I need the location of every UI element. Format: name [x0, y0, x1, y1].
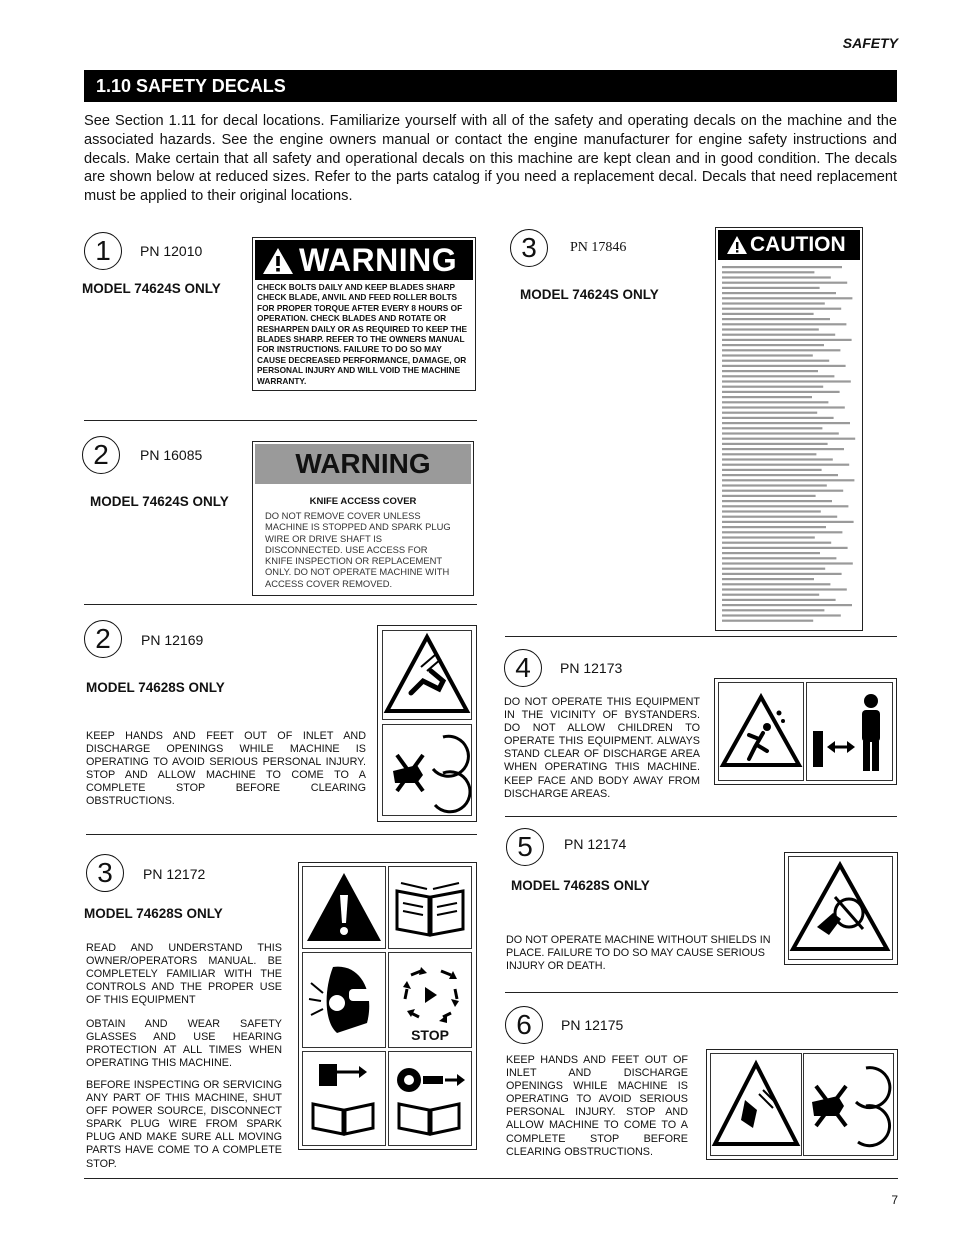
decal-pn: PN 12174 [564, 836, 627, 852]
decal-image-warning-12010 [252, 237, 476, 391]
decal-number-4: 4 [504, 649, 542, 687]
decal-pn: PN 12175 [561, 1017, 624, 1033]
warning-triangle-icon [261, 246, 295, 276]
decal-instruction-text: DO NOT OPERATE THIS EQUIPMENT IN THE VICINITY OF BYSTANDERS. DO NOT ALLOW CHILDREN TO OPERATE THIS EQUIPMENT. ALWAYS STAND CLEAR OF DISCHARGE AREA WHEN OPERATING THIS MACHINE. KEEP FACE AND BODY AWAY FROM DISCHARGE AREAS. [504, 696, 700, 800]
stop-label: STOP [411, 1027, 449, 1043]
decal-model: MODEL 74628S ONLY [511, 878, 650, 893]
spark-plug-manual-icon [302, 1051, 386, 1146]
decal-number-3: 3 [510, 229, 548, 267]
divider [505, 816, 897, 817]
caution-triangle-icon [726, 235, 748, 255]
decal-number-1: 1 [84, 232, 122, 270]
decal-number-2: 2 [82, 436, 120, 474]
shield-entanglement-icon [788, 856, 893, 960]
decal-model: MODEL 74624S ONLY [82, 281, 221, 296]
decal-pn: PN 12173 [560, 660, 623, 676]
divider [505, 636, 897, 637]
divider [84, 604, 477, 605]
warning-header-text: WARNING [255, 444, 471, 484]
caution-exclamation-icon [302, 866, 386, 949]
decal-body-text: DO NOT REMOVE COVER UNLESS MACHINE IS STOPPED AND SPARK PLUG WIRE OR DRIVE SHAFT IS DISCONNECTED. USE ACCESS FOR KNIFE INSPECTION OR REPLACEMENT ONLY. DO NOT OPERATE MACHINE WITH ACCESS COVER REMOVED. [265, 510, 451, 589]
decal-number-6: 6 [505, 1006, 543, 1044]
section-title: 1.10 SAFETY DECALS [84, 70, 897, 102]
hand-entanglement-icon [382, 630, 472, 720]
decal-image-12175 [706, 1049, 898, 1160]
decal-instruction-text: KEEP HANDS AND FEET OUT OF INLET AND DISCHARGE OPENINGS WHILE MACHINE IS OPERATING TO AVOID SERIOUS PERSONAL INJURY. STOP AND ALLOW MACHINE TO COME TO A COMPLETE STOP BEFORE CLEARING OBSTRUCTIONS. [506, 1054, 688, 1158]
decal-pn: PN 12010 [140, 243, 203, 259]
divider [86, 834, 477, 835]
decal-subtitle: KNIFE ACCESS COVER [309, 496, 417, 507]
decal-instruction-text-1: READ AND UNDERSTAND THIS OWNER/OPERATORS MANUAL. BE COMPLETELY FAMILIAR WITH THE CONTROLS AND THE PROPER USE OF THIS EQUIPMENT [86, 942, 282, 1007]
intro-paragraph: See Section 1.11 for decal locations. Familiarize yourself with all of the safety and operating decals on the machine and the associated hazards. See the engine owners manual or contact the engine manufacturer for engine safety instructions and decals. Make certain that all safety and operational decals on this machine are kept clean and in good condition. The decals are shown below at reduced sizes. Refer to the parts catalog if you need a replacement decal. Decals that need replacement must be applied to their original locations. [84, 113, 897, 205]
bottom-divider [84, 1178, 898, 1179]
section-header: SAFETY [842, 35, 898, 51]
decal-model: MODEL 74624S ONLY [90, 494, 229, 509]
read-manual-icon [388, 866, 472, 949]
stop-rotation-icon [388, 952, 472, 1048]
caution-fine-print [720, 264, 858, 626]
rotating-blade-hand-icon [382, 724, 472, 816]
decal-number-2b: 2 [84, 620, 122, 658]
divider [84, 420, 477, 421]
decal-body-text: CHECK BOLTS DAILY AND KEEP BLADES SHARP CHECK BLADE, ANVIL AND FEED ROLLER BOLTS FOR PROPER TORQUE AFTER EVERY 8 HOURS OF OPERATION. CHECK BLADES AND ROTATE OR RESHARPEN DAILY OR AS REQUIRED TO KEEP THE BLADES SHARP. REFER TO THE OWNERS MANUAL FOR INSTRUCTIONS. FAILURE TO DO SO MAY CAUSE DECREASED PERFORMANCE, DAMAGE, OR PERSONAL INJURY AND WILL VOID THE MACHINE WARRANTY. [257, 282, 468, 386]
disconnect-plug-manual-icon [388, 1051, 472, 1146]
decal-instruction-text-2: OBTAIN AND WEAR SAFETY GLASSES AND USE HEARING PROTECTION AT ALL TIMES WHEN OPERATING THIS MACHINE. [86, 1018, 282, 1070]
thrown-object-hazard-icon [718, 682, 804, 781]
decal-image-caution-17846 [715, 227, 863, 631]
rotating-blade-no-hand-icon [803, 1053, 894, 1156]
divider [505, 992, 898, 993]
decal-pn: PN 12169 [141, 632, 204, 648]
decal-image-12169 [377, 625, 477, 822]
decal-model: MODEL 74628S ONLY [84, 906, 223, 921]
decal-image-12172 [298, 862, 477, 1150]
page-number: 7 [891, 1193, 898, 1207]
decal-image-12174 [784, 852, 898, 965]
decal-instruction-text-3: BEFORE INSPECTING OR SERVICING ANY PART OF THIS MACHINE, SHUT OFF POWER SOURCE, DISCONNECT SPARK PLUG WIRE FROM SPARK PLUG AND MAKE SURE ALL MOVING PARTS HAVE COME TO A COMPLETE STOP. [86, 1079, 282, 1170]
decal-image-12173 [714, 678, 897, 785]
caution-header-text: CAUTION [750, 233, 846, 256]
decal-pn: PN 16085 [140, 447, 203, 463]
bystander-distance-icon [806, 682, 893, 781]
decal-pn: PN 12172 [143, 866, 206, 882]
safety-glasses-hearing-icon [302, 952, 386, 1048]
decal-model: MODEL 74628S ONLY [86, 680, 225, 695]
warning-header-text: WARNING [299, 242, 458, 278]
decal-image-warning-16085 [252, 441, 474, 596]
decal-pn: PN 17846 [570, 240, 627, 255]
decal-number-3b: 3 [86, 854, 124, 892]
decal-model: MODEL 74624S ONLY [520, 287, 659, 302]
decal-instruction-text: DO NOT OPERATE MACHINE WITHOUT SHIELDS IN PLACE. FAILURE TO DO SO MAY CAUSE SERIOUS INJURY OR DEATH. [506, 934, 771, 973]
decal-instruction-text: KEEP HANDS AND FEET OUT OF INLET AND DISCHARGE OPENINGS WHILE MACHINE IS OPERATING TO AVOID SERIOUS PERSONAL INJURY. STOP AND ALLOW MACHINE TO COME TO A COMPLETE STOP BEFORE CLEARING OBSTRUCTIONS. [86, 730, 366, 808]
warning-header [255, 240, 473, 280]
decal-number-5: 5 [506, 828, 544, 866]
hand-crush-hazard-icon [710, 1053, 802, 1156]
caution-header [718, 230, 860, 260]
